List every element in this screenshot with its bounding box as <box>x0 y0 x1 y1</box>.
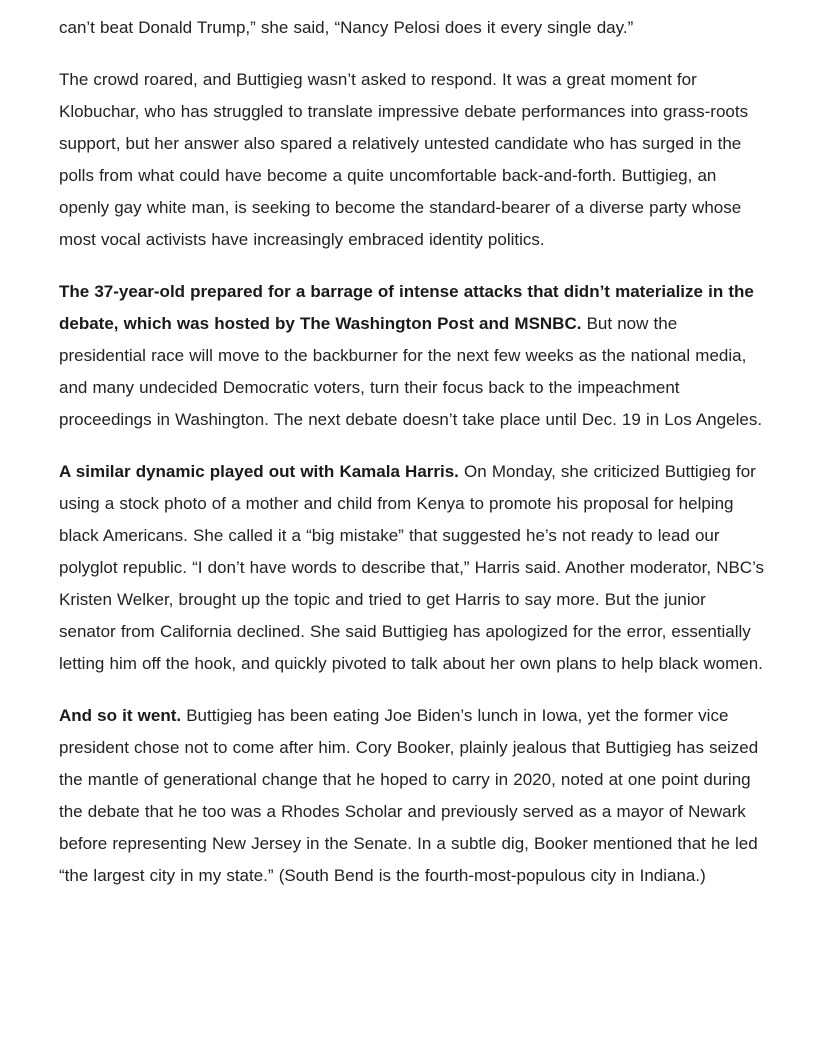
paragraph-lead-bold: And so it went. <box>59 706 182 725</box>
article-paragraph <box>59 276 765 436</box>
article-paragraph <box>59 12 765 44</box>
article-paragraph <box>59 64 765 256</box>
article-paragraph <box>59 700 765 892</box>
paragraph-text: But now the presidential race will move to the backburner for the next few weeks as the national media, and many undecided Democratic voters, turn their focus back to the impeachment proceedings in Washington. The next debate doesn’t take place until Dec. 19 in Los Angeles. <box>59 314 763 429</box>
paragraph-text: The crowd roared, and Buttigieg wasn’t asked to respond. It was a great moment for Klobuchar, who has struggled to translate impressive debate performances into grass-roots support, but her answer also spared a relatively untested candidate who has surged in the polls from what could have become a quite uncomfortable back-and-forth. Buttigieg, an openly gay white man, is seeking to become the standard-bearer of a diverse party whose most vocal activists have increasingly embraced identity politics. <box>59 70 749 249</box>
article-body <box>59 12 765 912</box>
paragraph-text: On Monday, she criticized Buttigieg for using a stock photo of a mother and child from Kenya to promote his proposal for helping black Americans. She called it a “big mistake” that suggested he’s not ready to lead our polyglot republic. “I don’t have words to describe that,” Harris said. Another moderator, NBC’s Kristen Welker, brought up the topic and tried to get Harris to say more. But the junior senator from California declined. She said Buttigieg has apologized for the error, essentially letting him off the hook, and quickly pivoted to talk about her own plans to help black women. <box>59 462 765 673</box>
paragraph-lead-bold: The 37-year-old prepared for a barrage of intense attacks that didn’t materialize in the debate, which was hosted by The Washington Post and MSNBC. <box>59 282 754 333</box>
paragraph-lead-bold: A similar dynamic played out with Kamala Harris. <box>59 462 459 481</box>
paragraph-text: Buttigieg has been eating Joe Biden’s lunch in Iowa, yet the former vice president chose not to come after him. Cory Booker, plainly jealous that Buttigieg has seized the mantle of generational change that he hoped to carry in 2020, noted at one point during the debate that he too was a Rhodes Scholar and previously served as a mayor of Newark before representing New Jersey in the Senate. In a subtle dig, Booker mentioned that he led “the largest city in my state.” (South Bend is the fourth-most-populous city in Indiana.) <box>59 706 759 885</box>
paragraph-text: can’t beat Donald Trump,” she said, “Nancy Pelosi does it every single day.” <box>59 18 634 37</box>
article-paragraph <box>59 456 765 680</box>
